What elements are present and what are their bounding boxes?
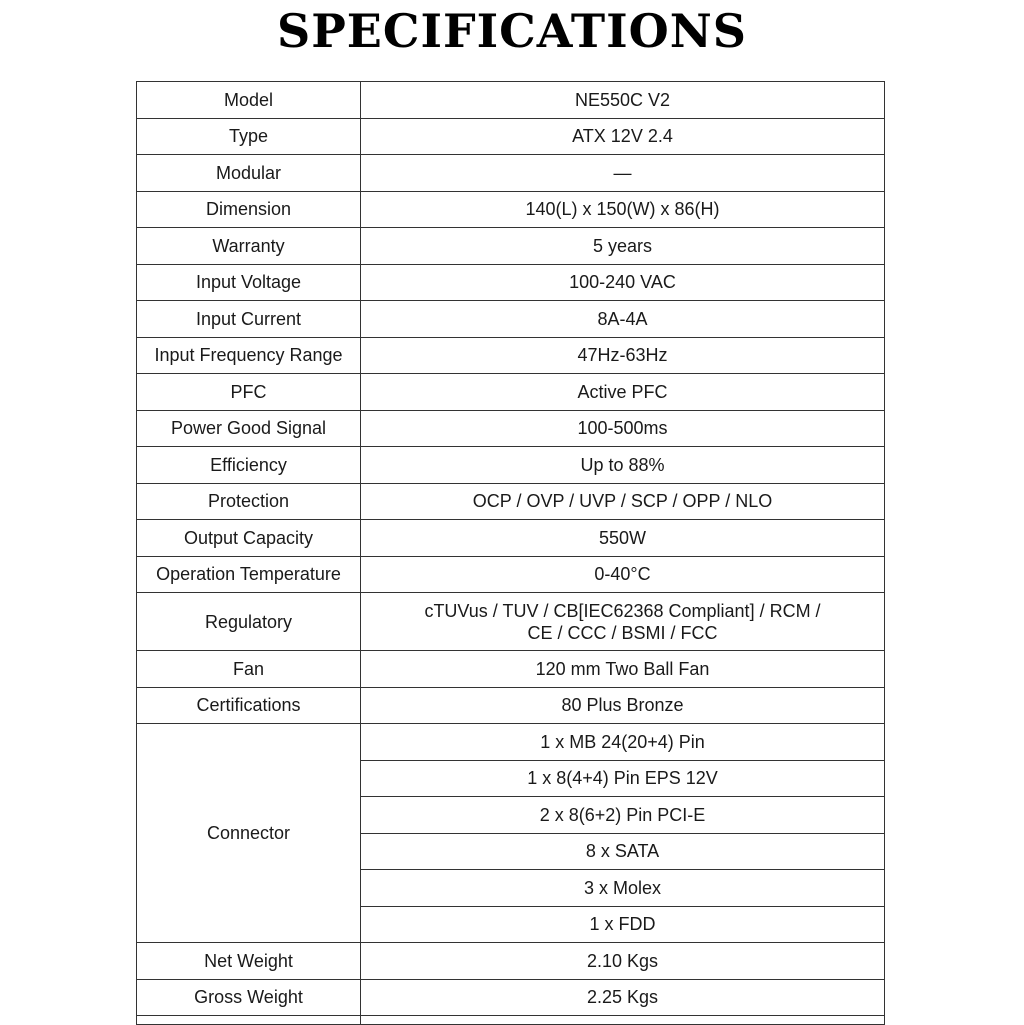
table-row [137,301,885,338]
spec-value: OCP / OVP / UVP / SCP / OPP / NLO [361,483,885,520]
spec-value: Up to 88% [361,447,885,484]
connector-value: 1 x 8(4+4) Pin EPS 12V [361,760,885,797]
spec-value: 8A-4A [361,301,885,338]
spec-value: 100-240 VAC [361,264,885,301]
table-row [137,82,885,119]
table-row [137,556,885,593]
spec-value: 80 Plus Bronze [361,687,885,724]
table-row [137,374,885,411]
spec-label: Efficiency [137,447,361,484]
spec-label: Output Capacity [137,520,361,557]
spec-label: Operation Temperature [137,556,361,593]
connector-value: 1 x MB 24(20+4) Pin [361,724,885,761]
spec-label: Power Good Signal [137,410,361,447]
table-row [137,687,885,724]
spec-value: 5 years [361,228,885,265]
table-row [137,520,885,557]
spec-value: 47Hz-63Hz [361,337,885,374]
table-row [137,1016,885,1025]
spec-label: Certifications [137,687,361,724]
spec-value: ATX 12V 2.4 [361,118,885,155]
spec-value: 120 mm Two Ball Fan [361,651,885,688]
spec-label: PFC [137,374,361,411]
table-row [137,593,885,651]
connector-value: 1 x FDD [361,906,885,943]
spec-value: 550W [361,520,885,557]
table-row [137,724,885,761]
table-row [137,651,885,688]
spec-value: 2.25 Kgs [361,979,885,1016]
connector-value: 8 x SATA [361,833,885,870]
spec-value: 140(L) x 150(W) x 86(H) [361,191,885,228]
spec-value: Active PFC [361,374,885,411]
spec-value: 2.10 Kgs [361,943,885,980]
spec-label: Type [137,118,361,155]
connector-value: 3 x Molex [361,870,885,907]
table-row [137,943,885,980]
spec-label: Protection [137,483,361,520]
page-title: SPECIFICATIONS [276,4,748,58]
spec-label: Model [137,82,361,119]
table-row [137,979,885,1016]
spec-label: Connector [137,724,361,943]
spec-value [361,593,885,651]
empty-cell [137,1016,361,1025]
spec-value: — [361,155,885,192]
spec-label: Fan [137,651,361,688]
specifications-table [136,81,885,1025]
table-row [137,447,885,484]
table-row [137,264,885,301]
spec-label: Gross Weight [137,979,361,1016]
table-row [137,118,885,155]
empty-cell [361,1016,885,1025]
regulatory-line-2: CE / CCC / BSMI / FCC [527,622,718,643]
spec-label: Input Frequency Range [137,337,361,374]
table-row [137,410,885,447]
table-row [137,155,885,192]
spec-label: Input Current [137,301,361,338]
table-row [137,191,885,228]
spec-label: Input Voltage [137,264,361,301]
spec-label: Modular [137,155,361,192]
table-row [137,228,885,265]
table-row [137,337,885,374]
table-row [137,483,885,520]
spec-label: Net Weight [137,943,361,980]
spec-label: Dimension [137,191,361,228]
connector-value: 2 x 8(6+2) Pin PCI-E [361,797,885,834]
spec-value: 0-40°C [361,556,885,593]
spec-value: NE550C V2 [361,82,885,119]
spec-label: Warranty [137,228,361,265]
spec-label: Regulatory [137,593,361,651]
regulatory-line-1: cTUVus / TUV / CB[IEC62368 Compliant] / RCM / [424,600,821,621]
spec-value: 100-500ms [361,410,885,447]
